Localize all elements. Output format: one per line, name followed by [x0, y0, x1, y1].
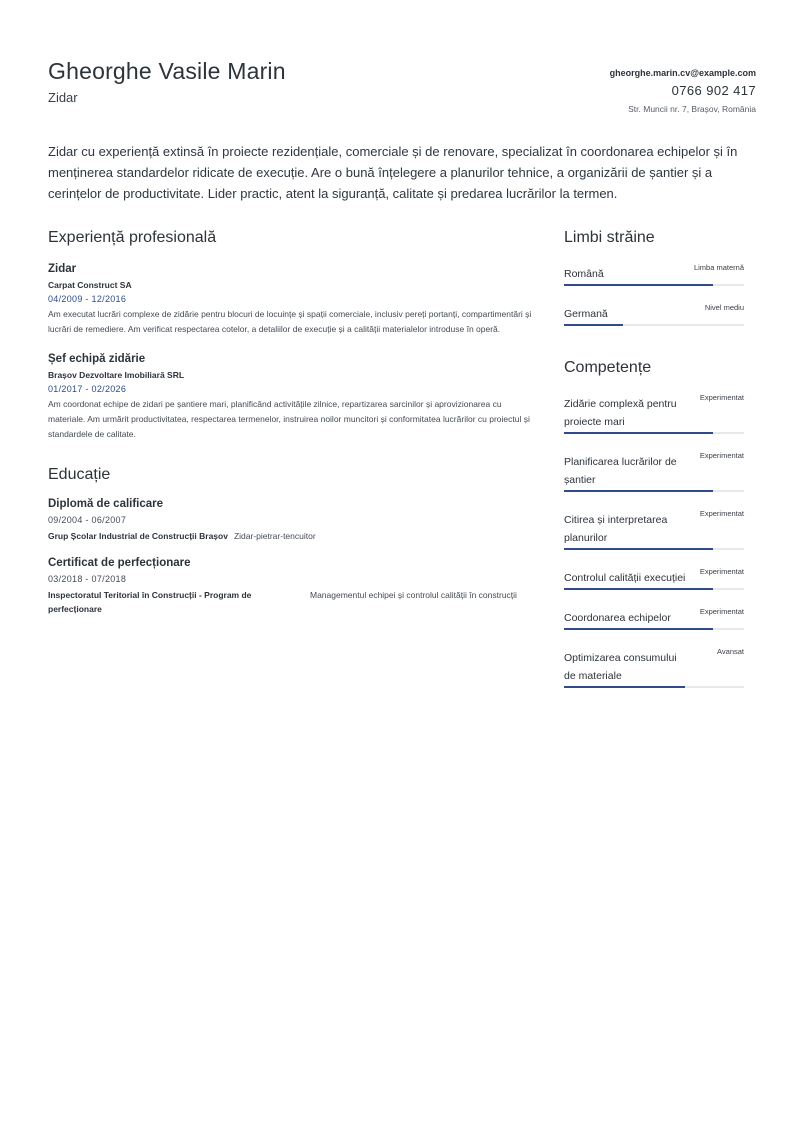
education-field: Managementul echipei și controlul calității în construcții	[310, 590, 517, 600]
education-item	[48, 555, 532, 616]
skill-item-header	[564, 395, 744, 431]
education-school: Grup Școlar Industrial de Construcții Brașov	[48, 531, 228, 541]
skill-item-level-fill	[564, 628, 713, 630]
skill-item-header	[564, 453, 744, 489]
language-item-level-bar	[564, 324, 744, 326]
skill-item-name: Citirea și interpretarea planurilor	[564, 514, 668, 544]
right-column	[564, 229, 744, 707]
skill-item-level-bar	[564, 432, 744, 434]
job-description: Am coordonat echipe de zidari pe șantiere mari, planificând activitățile zilnice, repartizarea sarcinilor și aprovizionarea cu materiale. Am urmărit productivitatea, respectarea termenelor, instruirea noilor muncitori și conformitatea lucrărilor cu proiectul și standardele de calitate.	[48, 399, 530, 439]
education-title: Diplomă de calificare	[48, 498, 164, 510]
skill-item-level-bar	[564, 686, 744, 688]
skill-item-level: Experimentat	[699, 393, 744, 402]
skill-item-header	[564, 609, 744, 627]
skill-item-name: Planificarea lucrărilor de șantier	[564, 456, 677, 486]
education-details	[48, 588, 532, 616]
contact-email: gheorghe.marin.cv@example.com	[609, 68, 756, 78]
skill-item	[564, 395, 744, 439]
language-item-header	[564, 265, 744, 283]
skill-item	[564, 649, 744, 693]
language-item-name: Germană	[564, 308, 608, 320]
skill-item	[564, 453, 744, 497]
skill-item-name: Zidărie complexă pentru proiecte mari	[564, 398, 677, 428]
skill-item-header	[564, 569, 744, 587]
skill-item-level-fill	[564, 588, 713, 590]
candidate-job-title: Zidar	[48, 90, 78, 105]
skill-item-level-bar	[564, 588, 744, 590]
education-title: Certificat de perfecționare	[48, 557, 191, 569]
language-item-level: Nivel mediu	[704, 303, 744, 312]
language-item	[564, 305, 744, 331]
job-company: Brașov Dezvoltare Imobiliară SRL	[48, 370, 185, 380]
education-school: Inspectoratul Teritorial în Construcții - Program de perfecționare	[48, 590, 252, 614]
language-item-header	[564, 305, 744, 323]
contact-phone: 0766 902 417	[671, 83, 756, 98]
profile-summary: Zidar cu experiență extinsă în proiecte rezidențiale, comerciale și de renovare, specializat în coordonarea echipelor și în menținerea standardelor ridicate de execuție. Are o bună înțelegere a planurilor tehnice, a organizării de șantier și a cerințelor de productivitate. Lider practic, atent la siguranță, calitate și predarea lucrărilor la termen.	[48, 144, 738, 201]
skill-item-level: Experimentat	[699, 607, 744, 616]
language-item-name: Română	[564, 268, 604, 280]
skill-item-name: Coordonarea echipelor	[564, 612, 671, 624]
skills-list	[564, 395, 744, 693]
skill-item	[564, 609, 744, 635]
job-dates: 04/2009 - 12/2016	[48, 294, 127, 304]
job-title: Zidar	[48, 263, 77, 275]
contact-block	[610, 67, 756, 115]
skill-item-header	[564, 649, 744, 685]
skill-item-header	[564, 511, 744, 547]
education-section	[48, 466, 532, 616]
experience-item	[48, 261, 532, 337]
education-item	[48, 496, 532, 543]
job-dates: 01/2017 - 02/2026	[48, 384, 127, 394]
skill-item-level-bar	[564, 628, 744, 630]
language-item-level-bar	[564, 284, 744, 286]
education-heading: Educație	[48, 466, 111, 483]
skill-item-level-fill	[564, 548, 713, 550]
skill-item-level-fill	[564, 432, 713, 434]
languages-list	[564, 265, 744, 331]
education-field: Zidar-pietrar-tencuitor	[233, 531, 316, 541]
candidate-name: Gheorghe Vasile Marin	[48, 58, 286, 84]
job-title: Șef echipă zidărie	[48, 353, 146, 365]
skill-item-level: Experimentat	[699, 509, 744, 518]
skill-item-level: Experimentat	[699, 451, 744, 460]
language-item	[564, 265, 744, 291]
skill-item-name: Optimizarea consumului de materiale	[564, 652, 677, 682]
skill-item-level-bar	[564, 548, 744, 550]
education-dates: 09/2004 - 06/2007	[48, 515, 127, 525]
skill-item-level-fill	[564, 490, 713, 492]
skill-item-level: Experimentat	[699, 567, 744, 576]
skills-heading: Competențe	[564, 359, 652, 376]
skill-item	[564, 569, 744, 595]
job-company: Carpat Construct SA	[48, 280, 132, 290]
skill-item-level-bar	[564, 490, 744, 492]
language-item-level-fill	[564, 324, 623, 326]
education-dates: 03/2018 - 07/2018	[48, 574, 127, 584]
skill-item	[564, 511, 744, 555]
skills-section	[564, 359, 744, 693]
language-item-level: Limba maternă	[693, 263, 744, 272]
education-details	[48, 529, 532, 543]
contact-address: Str. Muncii nr. 7, Brașov, România	[628, 104, 756, 114]
skill-item-level: Avansat	[717, 647, 744, 656]
left-column	[48, 229, 532, 616]
skill-item-level-fill	[564, 686, 685, 688]
language-item-level-fill	[564, 284, 713, 286]
job-description: Am executat lucrări complexe de zidărie pentru blocuri de locuințe și spații comerciale, inclusiv pereți portanți, compartimentări și lucrări de remediere. Am verificat respectarea cotelor, a detaliilor de execuție și a calității materialelor introduse în operă.	[48, 309, 532, 334]
skill-item-name: Controlul calității execuției	[564, 572, 686, 584]
experience-heading: Experiență profesională	[48, 229, 217, 246]
experience-item	[48, 351, 532, 442]
languages-heading: Limbi străine	[564, 229, 655, 246]
